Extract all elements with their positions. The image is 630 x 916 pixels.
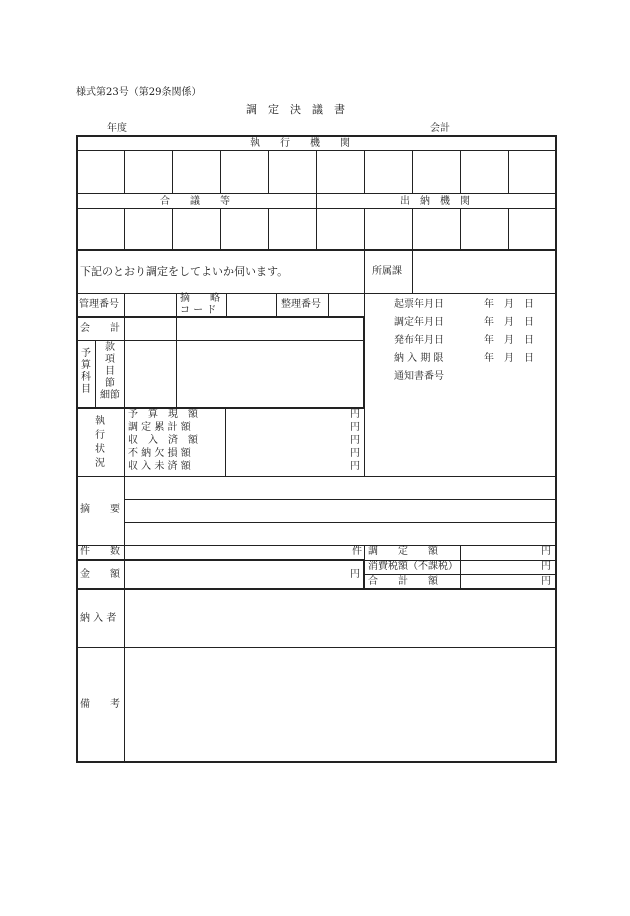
tekiyo-divider (124, 476, 125, 546)
chotei-gaku-label: 調 定 額 (368, 546, 438, 557)
stamp-divider (460, 208, 461, 250)
kamoku-box-bottom (76, 407, 365, 409)
ryaku-value-divider (276, 293, 277, 317)
stamp-divider (364, 208, 365, 250)
status-unit: 円 (350, 461, 360, 472)
left-label-divider (124, 293, 125, 477)
code-label: コ ー ド (180, 305, 217, 316)
kensu-text: 件 数 (80, 546, 120, 557)
shikko-jokyo-label (94, 415, 106, 471)
gokei-unit: 円 (541, 576, 551, 587)
kingaku-bottom-line (76, 588, 557, 590)
kamoku-divider (176, 317, 177, 408)
status-label: 収 入 未 済 額 (128, 461, 191, 472)
stamp-divider (268, 208, 269, 250)
kensu-label (80, 546, 120, 558)
kingaku-box-top (76, 559, 365, 561)
kanri-divider (176, 293, 177, 317)
approval-mid-divider (316, 193, 317, 208)
ken-unit: 件 (352, 546, 362, 557)
nonyusha-text: 納 入 者 (80, 613, 117, 624)
kingaku-divider (124, 560, 125, 590)
kamoku-box-top (76, 316, 365, 318)
status-label-divider (225, 408, 226, 476)
ryaku-divider (226, 293, 227, 317)
border-bottom (76, 761, 557, 763)
date-value-chotei: 年 月 日 (484, 317, 534, 328)
tekiyo-line-2 (124, 522, 557, 523)
request-bottom-line (76, 293, 557, 294)
shohizei-bottom-line (364, 574, 557, 575)
stamp-divider (220, 208, 221, 250)
kamoku-item: 節 (105, 378, 115, 389)
stamp-divider (172, 150, 173, 193)
kaikei-row-label (80, 323, 120, 335)
gigi-label: 合 議 等 (160, 196, 230, 207)
yosan-kamoku-char: 目 (81, 384, 91, 395)
request-text: 下記のとおり調定をしてよいか伺います。 (80, 265, 289, 278)
shikko-jokyo-char: 執 (95, 416, 105, 427)
shozokuka-label: 所属課 (372, 266, 402, 277)
border-right (555, 135, 557, 763)
kensu-divider (124, 545, 125, 560)
stamp-divider (460, 150, 461, 193)
date-label-kihyo: 起票年月日 (394, 299, 444, 310)
nonyusha-bottom-line (76, 647, 557, 648)
status-unit: 円 (350, 448, 360, 459)
date-value-nonyu: 年 月 日 (484, 353, 534, 364)
shohizei-label: 消費税額（不課税） (368, 561, 458, 572)
kamoku-inner-divider (95, 340, 96, 408)
shikko-jokyo-char: 行 (95, 430, 105, 441)
stamp-divider (172, 208, 173, 250)
kaikei-row-text: 会 計 (80, 323, 120, 334)
shikko-kikan-label: 執 行 機 関 (250, 138, 350, 149)
shikko-jokyo-char: 況 (95, 458, 105, 469)
seiri-bango-label: 整理番号 (281, 299, 321, 310)
kamoku-item: 項 (105, 354, 115, 365)
stamp-divider (412, 150, 413, 193)
kaikei-bottom-line (76, 340, 365, 341)
border-top (76, 135, 557, 137)
kamoku-item: 款 (105, 342, 115, 353)
kingaku-unit: 円 (350, 569, 360, 580)
status-label: 調 定 累 計 額 (128, 422, 191, 433)
request-divider (364, 250, 365, 294)
biko-text: 備 考 (80, 699, 120, 710)
date-label-happu: 発布年月日 (394, 335, 444, 346)
form-number: 様式第23号（第29条関係） (76, 87, 202, 98)
chotei-gaku-unit: 円 (541, 546, 551, 557)
stamp-divider (124, 208, 125, 250)
kamoku-item: 目 (105, 366, 115, 377)
date-label-tsuchisho: 通知書番号 (394, 371, 444, 382)
kamoku-item: 細節 (100, 390, 120, 401)
stamp-divider (508, 150, 509, 193)
tekiyo-line-1 (124, 499, 557, 500)
tekiyo-bottom-line (76, 545, 557, 546)
gokei-label: 合 計 額 (368, 576, 438, 587)
date-value-kihyo: 年 月 日 (484, 299, 534, 310)
shikko-jokyo-char: 状 (95, 444, 105, 455)
yosan-kamoku-char: 科 (81, 372, 91, 383)
stamp-divider (124, 150, 125, 193)
yosan-kamoku-char: 算 (81, 360, 91, 371)
biko-label (80, 699, 120, 711)
status-label: 不 納 欠 損 額 (128, 448, 191, 459)
stamp-divider (316, 150, 317, 193)
seiri-divider (328, 293, 329, 317)
status-unit: 円 (350, 422, 360, 433)
status-unit: 円 (350, 409, 360, 420)
status-label: 収 入 済 額 (128, 435, 198, 446)
nendo-label: 年度 (107, 123, 127, 134)
date-label-chotei: 調定年月日 (394, 317, 444, 328)
date-label-nonyu: 納 入 期 限 (394, 353, 444, 364)
tekiyo-label (80, 504, 120, 516)
stamp-divider (316, 208, 317, 250)
suitou-kikan-label: 出 納 機 関 (400, 196, 470, 207)
border-left (76, 135, 78, 763)
yosan-kamoku-label (80, 348, 92, 396)
nonyusha-divider (124, 589, 125, 762)
date-value-happu: 年 月 日 (484, 335, 534, 346)
kingaku-label (80, 569, 120, 581)
tekiyo-text: 摘 要 (80, 504, 120, 515)
status-bottom-line (76, 476, 557, 477)
stamp-divider (268, 150, 269, 193)
kaikei-header-label: 会計 (430, 123, 450, 134)
stamp-divider (364, 150, 365, 193)
stamp-divider (508, 208, 509, 250)
shozokuka-divider (412, 250, 413, 294)
stamp-divider (220, 150, 221, 193)
kamoku-items (97, 342, 123, 402)
ryaku-label: 摘 略 (180, 293, 220, 304)
amount-value-divider (460, 545, 461, 589)
shohizei-unit: 円 (541, 561, 551, 572)
kanri-bango-label: 管理番号 (79, 299, 119, 310)
kingaku-text: 金 額 (80, 569, 120, 580)
yosan-kamoku-char: 予 (81, 348, 91, 359)
kamoku-box-right (363, 316, 365, 409)
page-title: 調 定 決 議 書 (246, 103, 345, 116)
status-label: 予 算 現 額 (128, 409, 198, 420)
nonyusha-label (80, 613, 120, 625)
status-unit: 円 (350, 435, 360, 446)
stamp-divider (412, 208, 413, 250)
